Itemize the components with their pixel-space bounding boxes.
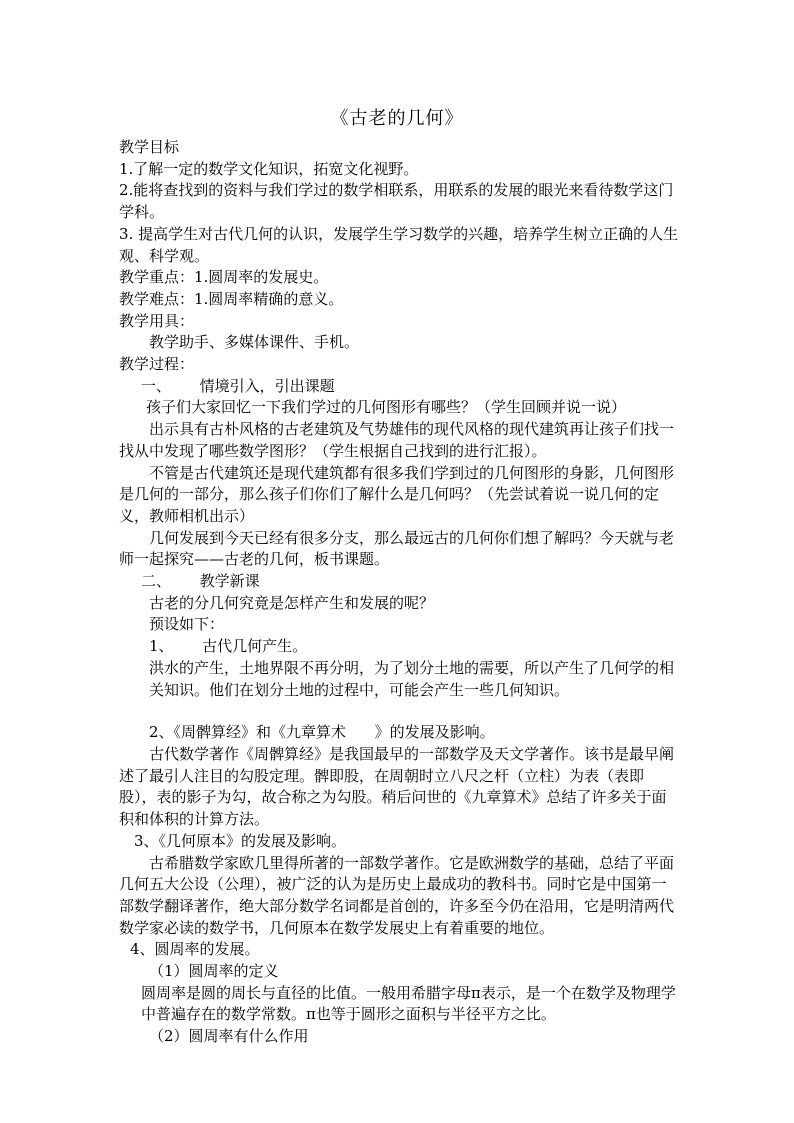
heading-tools: 教学用具： <box>119 311 195 330</box>
paragraph: 不管是古代建筑还是现代建筑都有很多我们学到过的几何图形的身影，几何图形是几何的一部分，那么孩子们你们了解什么是几何吗？（先尝试着说一说几何的定义，教师相机出示） <box>119 463 675 525</box>
paragraph: 几何发展到今天已经有很多分支，那么最远古的几何你们想了解吗？今天就与老师一起探究——古老的几何，板书课题。 <box>119 528 675 569</box>
section-1-heading: 一、 情境引入，引出课题 <box>141 376 335 395</box>
tools-list: 教学助手、多媒体课件、手机。 <box>149 333 360 352</box>
blank-line <box>119 701 679 722</box>
document-body <box>119 137 679 1048</box>
paragraph: 洪水的产生，土地界限不再分明，为了划分土地的需要，所以产生了几何学的相关知识。他们在划分土地的过程中，可能会产生一些几何知识。 <box>149 658 675 699</box>
paragraph: 古老的分几何究竟是怎样产生和发展的呢？ <box>149 593 435 612</box>
sub-item-2: （2）圆周率有什么作用 <box>149 1027 309 1046</box>
paragraph: 预设如下： <box>149 615 225 634</box>
key-point: 教学重点：1.圆周率的发展史。 <box>119 268 329 287</box>
subsection-2: 2、《周髀算经》和《九章算术 》的发展及影响。 <box>149 723 495 742</box>
sub-item-1: （1）圆周率的定义 <box>149 962 279 981</box>
subsection-1: 1、 古代几何产生。 <box>149 637 308 656</box>
subsection-4: 4、圆周率的发展。 <box>130 940 260 959</box>
objective-1: 1.了解一定的数学文化知识，拓宽文化视野。 <box>119 159 419 178</box>
document-title: 《古老的几何》 <box>330 108 464 129</box>
difficult-point: 教学难点：1.圆周率精确的意义。 <box>119 289 344 308</box>
heading-process: 教学过程： <box>119 355 195 374</box>
paragraph: 古希腊数学家欧几里得所著的一部数学著作。它是欧洲数学的基础，总结了平面几何五大公设（公理），被广泛的认为是历史上最成功的教科书。同时它是中国第一部数学翻译著作，绝大部分数学名词都是首创的，许多至今仍在沿用，它是明清两代数学家必读的数学书，几何原本在数学发展史上有着重要的地位。 <box>119 853 675 937</box>
heading-objectives: 教学目标 <box>119 138 180 156</box>
section-2-heading: 二、 教学新课 <box>141 572 260 591</box>
objective-2: 2.能将查找到的资料与我们学过的数学相联系，用联系的发展的眼光来看待数学这门学科。 <box>119 181 674 222</box>
objective-3: 3. 提高学生对古代几何的认识，发展学生学习数学的兴趣，培养学生树立正确的人生观、科学观。 <box>119 224 679 265</box>
paragraph: 出示具有古朴风格的古老建筑及气势雄伟的现代风格的现代建筑再让孩子们找一找从中发现了哪些数学图形？（学生根据自己找到的进行汇报）。 <box>119 420 675 460</box>
paragraph: 孩子们大家回忆一下我们学过的几何图形有哪些？（学生回顾并说一说） <box>146 398 627 417</box>
paragraph: 圆周率是圆的周长与直径的比值。一般用希腊字母π表示，是一个在数学及物理学中普遍存在的数学常数。π也等于圆形之面积与半径平方之比。 <box>141 983 676 1024</box>
subsection-3: 3、《几何原本》的发展及影响。 <box>134 831 347 850</box>
paragraph: 古代数学著作《周髀算经》是我国最早的一部数学及天文学著作。该书是最早阐述了最引人注目的勾股定理。髀即股，在周朝时立八尺之杆（立柱）为表（表即股），表的影子为勾，故合称之为勾股。稍后问世的《九章算术》总结了许多关于面积和体积的计算方法。 <box>119 744 675 829</box>
